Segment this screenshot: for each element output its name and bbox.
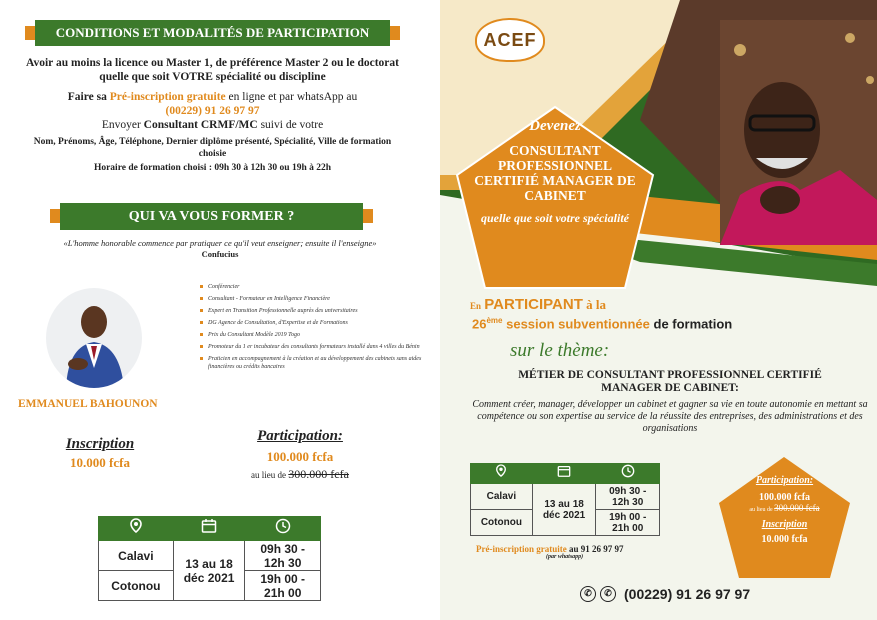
whatsapp-icon: ✆ xyxy=(600,586,616,602)
schedule-time: 19h 00 - 21h 00 xyxy=(245,571,321,601)
inscription-block xyxy=(40,436,160,471)
acef-logo xyxy=(475,18,545,62)
credential-item: Prix du Consultant Modèle 2019 Togo xyxy=(200,331,425,339)
pentagon-text xyxy=(470,118,640,225)
inscription-label: Inscription xyxy=(761,519,808,530)
participation-block xyxy=(225,428,375,482)
quote-block xyxy=(15,238,425,260)
phone-icon: ✆ xyxy=(580,586,596,602)
schedule-dates: 13 au 18 déc 2021 xyxy=(532,484,596,536)
credential-item: Promoteur du 1 er incubateur des consultants formateurs installé dans 4 villes du Bénin xyxy=(200,343,425,351)
calendar-icon xyxy=(173,517,245,541)
schedule-table-left xyxy=(98,516,321,601)
location-pin-icon xyxy=(471,464,533,484)
conditions-banner xyxy=(35,20,390,46)
participation-label: Participation: xyxy=(257,428,343,444)
participation-label: Participation: xyxy=(755,475,814,486)
metier-title: MÉTIER DE CONSULTANT PROFESSIONNEL CERTIFIÉ MANAGER DE CABINET: xyxy=(518,369,822,394)
location-pin-icon xyxy=(99,517,174,541)
schedule-city: Calavi xyxy=(471,484,533,510)
trainer-name: EMMANUEL BAHOUNON xyxy=(18,398,158,410)
price-pentagon-text xyxy=(727,475,842,545)
quote-author: Confucius xyxy=(201,249,239,259)
preinscription-note: Pré-inscription gratuite au 91 26 97 97 (par whatsapp) xyxy=(476,544,624,560)
metier-description: Comment créer, manager, développer un cabinet et gagner sa vie en toute autonomie en mettant sa compétence ou son expertise au service de la réussite des entreprises, des administrations et des organisations xyxy=(472,399,868,434)
participation-price: 100.000 fcfa xyxy=(758,492,811,503)
conditions-title: CONDITIONS ET MODALITÉS DE PARTICIPATION xyxy=(55,25,370,40)
schedule-city: Cotonou xyxy=(471,510,533,536)
old-price-line: au lieu de 300.000 fcfa xyxy=(251,467,349,481)
credential-item: Conférencier xyxy=(200,283,425,291)
credential-item: Praticien en accompagnement à la création et au développement des cabinets sans aides financières ou crédits bancaires xyxy=(200,355,425,371)
clock-icon xyxy=(245,517,321,541)
former-title: QUI VA VOUS FORMER ? xyxy=(128,209,295,224)
participant-line: En PARTICIPANT à la xyxy=(470,296,606,313)
inscription-price: 10.000 fcfa xyxy=(761,534,808,545)
contact-line xyxy=(580,586,820,602)
credential-item: Expert en Transition Professionnelle auprès des universitaires xyxy=(200,307,425,315)
credential-item: Consultant - Formateur en Intelligence Financière xyxy=(200,295,425,303)
schedule-time: 09h 30 - 12h 30 xyxy=(596,484,660,510)
condition-horaire: Horaire de formation choisi : 09h 30 à 12h 30 ou 19h à 22h xyxy=(93,163,332,173)
clock-icon xyxy=(596,464,660,484)
session-line: 26ème session subventionnée de formation xyxy=(472,316,733,332)
schedule-time: 19h 00 - 21h 00 xyxy=(596,510,660,536)
right-page xyxy=(440,0,877,620)
participation-price: 100.000 fcfa xyxy=(266,449,334,464)
credential-item: DG Agence de Consultation, d'Expertise et de Formations xyxy=(200,319,425,327)
inscription-price: 10.000 fcfa xyxy=(70,455,130,470)
theme-label: sur le thème: xyxy=(510,340,610,361)
acef-logo-text: ACEF xyxy=(483,30,537,50)
quote-text: «L'homme honorable commence par pratiquer ce qu'il veut enseigner; ensuite il l'enseigne» xyxy=(63,238,377,248)
old-price: 300.000 fcfa xyxy=(288,467,349,481)
devenez-text: Devenez xyxy=(529,118,581,134)
former-banner xyxy=(60,203,363,230)
condition-preinscription: Faire sa Pré-inscription gratuite en ligne et par whatsApp au (00229) 91 26 97 97 xyxy=(67,91,358,117)
old-price-line: au lieu de 300.000 fcfa xyxy=(749,503,820,513)
schedule-city: Calavi xyxy=(99,541,174,571)
trainer-photo xyxy=(46,288,142,388)
schedule-time: 09h 30 - 12h 30 xyxy=(245,541,321,571)
quelle-text: quelle que soit votre spécialité xyxy=(481,211,629,225)
schedule-table-right xyxy=(470,463,660,536)
conditions-block xyxy=(15,56,410,174)
condition-requirement: Avoir au moins la licence ou Master 1, de préférence Master 2 ou le doctorat quelle que soit VOTRE spécialité ou discipline xyxy=(26,57,399,83)
condition-envoyer: Envoyer Consultant CRMF/MC suivi de votre xyxy=(101,119,324,131)
contact-phone: (00229) 91 26 97 97 xyxy=(624,586,751,602)
schedule-dates: 13 au 18 déc 2021 xyxy=(173,541,245,601)
condition-details: Nom, Prénoms, Âge, Téléphone, Dernier diplôme présenté, Spécialité, Ville de formation choisie xyxy=(33,137,392,159)
consultant-title: CONSULTANT PROFESSIONNEL CERTIFIÉ MANAGER DE CABINET xyxy=(474,143,636,203)
schedule-city: Cotonou xyxy=(99,571,174,601)
inscription-label: Inscription xyxy=(65,436,135,452)
calendar-icon xyxy=(532,464,596,484)
trainer-credentials xyxy=(200,283,425,375)
speaker-portrait xyxy=(720,20,877,245)
